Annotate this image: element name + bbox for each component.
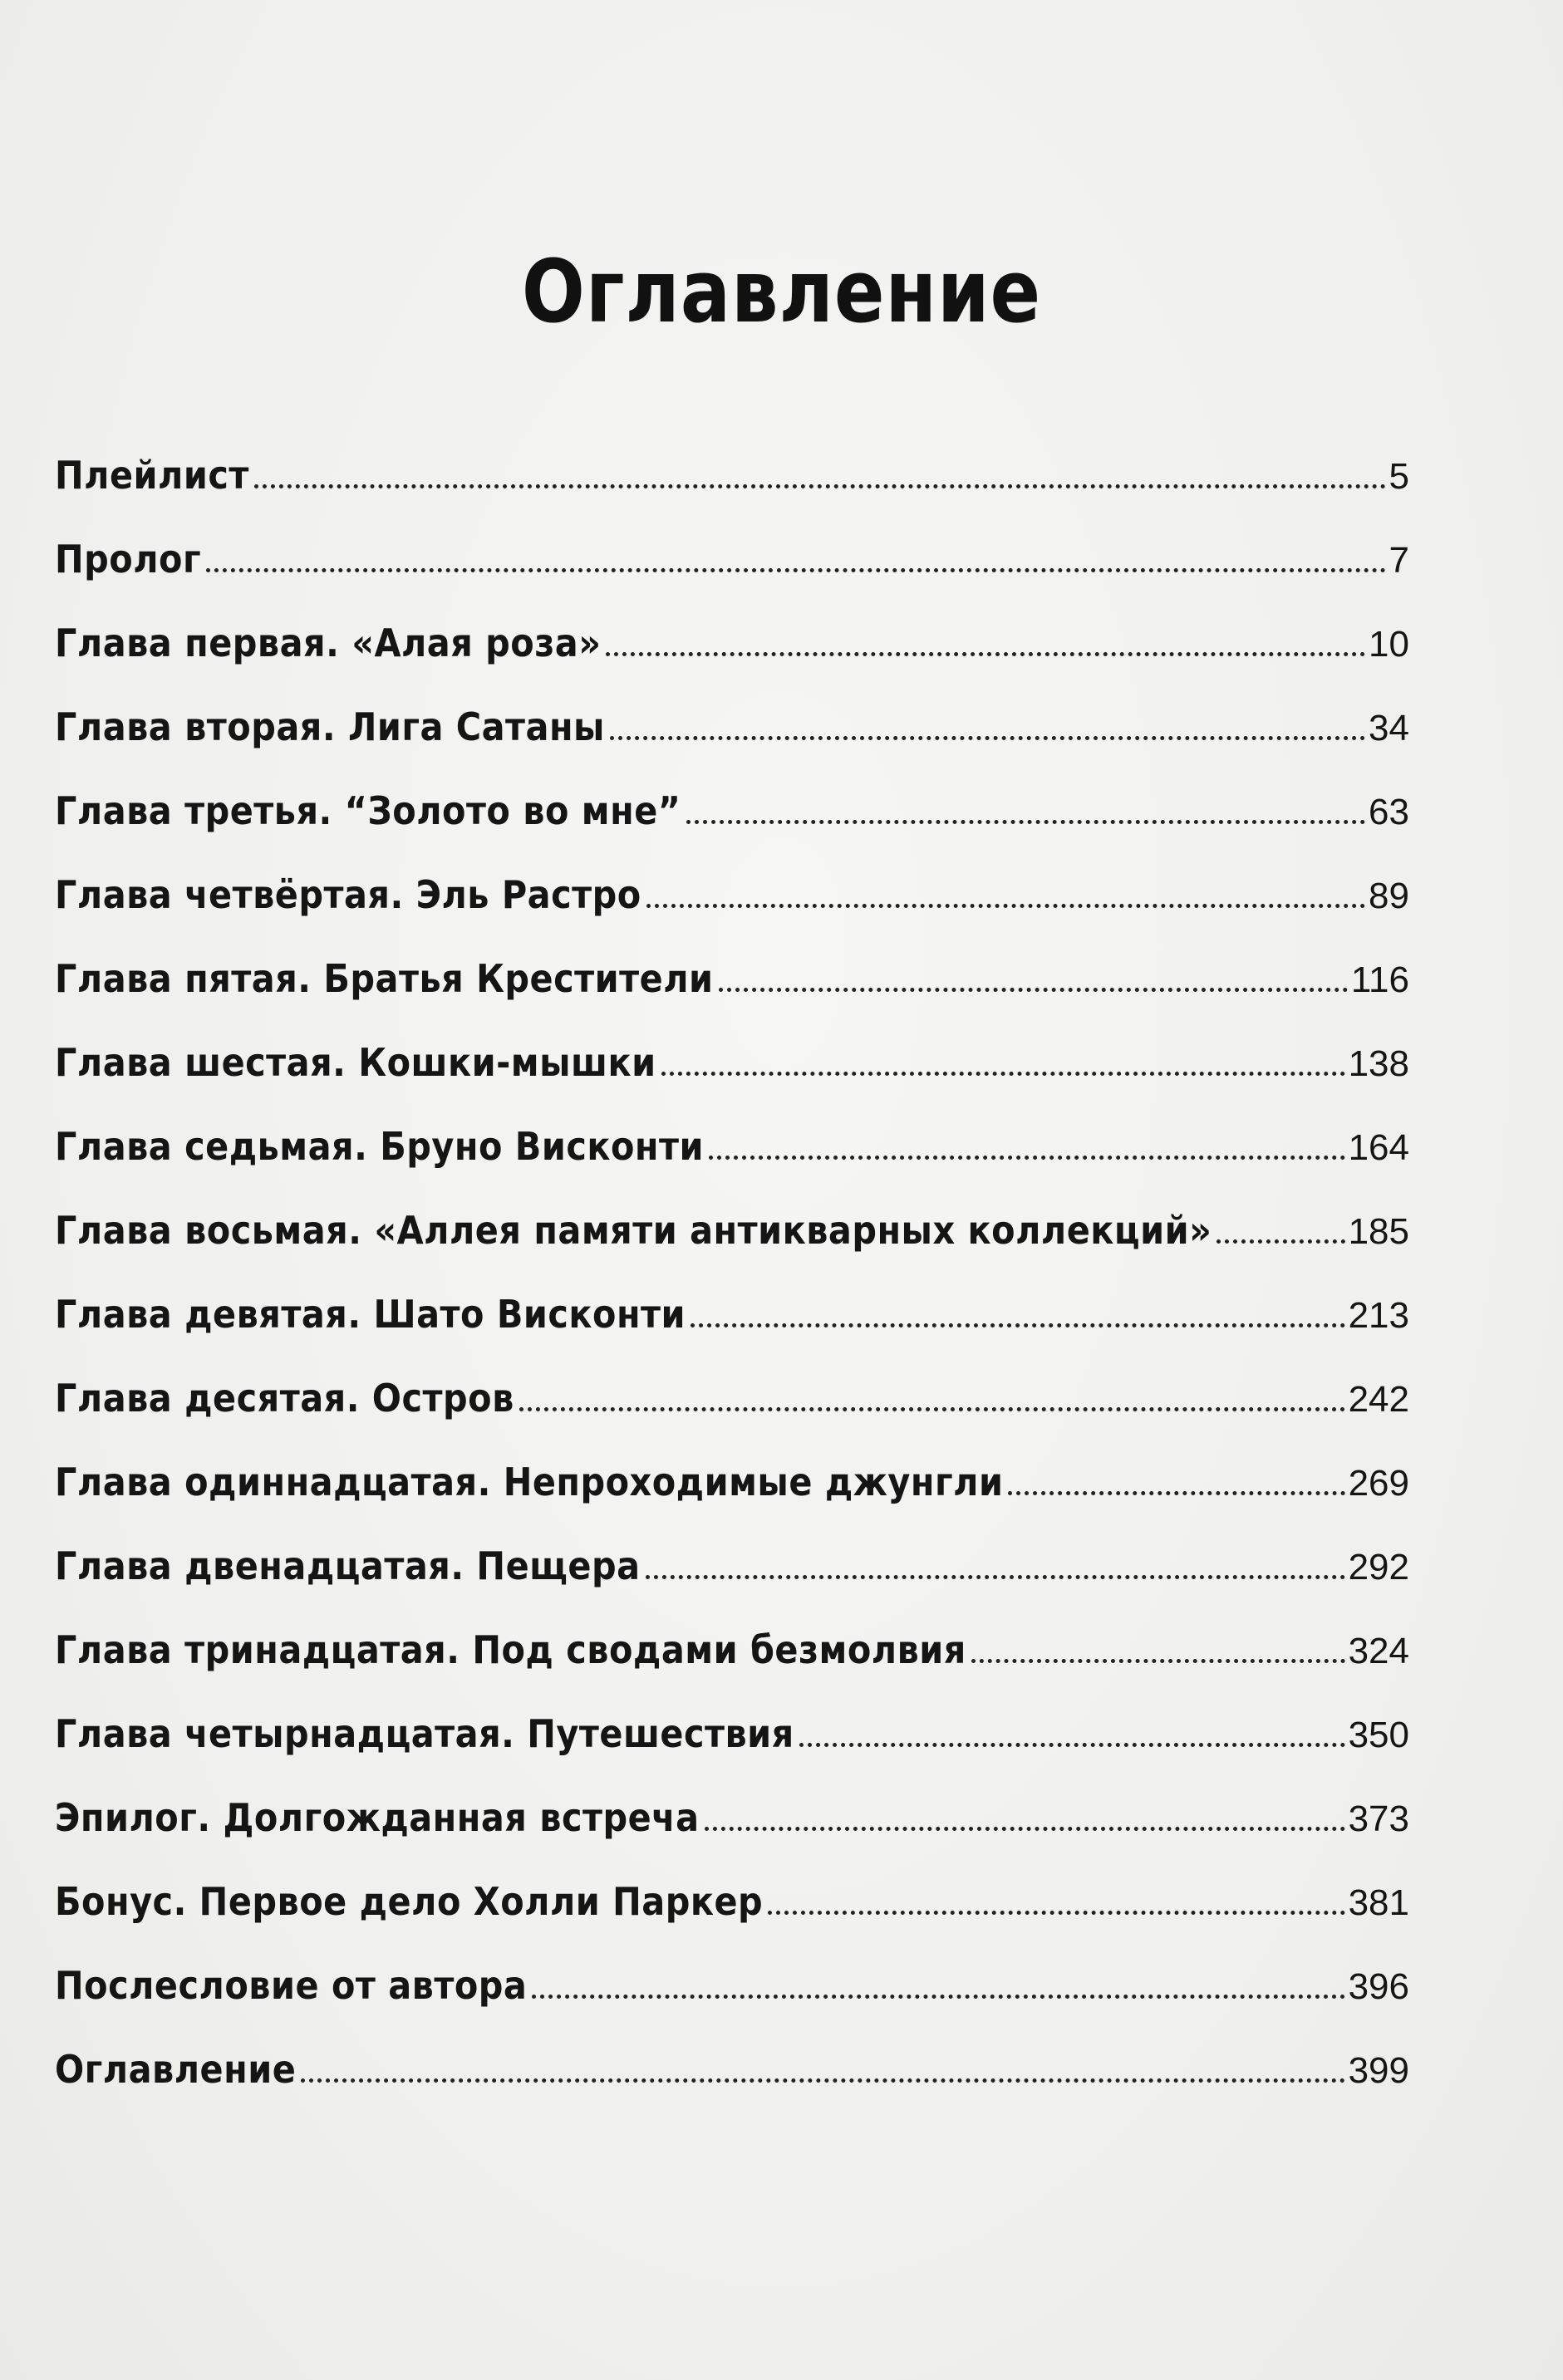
dot-leader: [301, 2078, 1344, 2083]
toc-entry: [55, 1460, 1409, 1543]
toc-entry: [55, 1040, 1409, 1124]
toc-entry-title: Глава десятая. Остров: [55, 1376, 514, 1421]
toc-entry-page: 185: [1348, 1211, 1409, 1252]
toc-entry-page: 34: [1369, 708, 1409, 748]
dot-leader: [709, 1156, 1345, 1160]
toc-entry: [55, 1879, 1409, 1963]
toc-entry-title: Глава пятая. Братья Крестители: [55, 956, 714, 1001]
toc-entry: [55, 1963, 1409, 2047]
table-of-contents: [55, 453, 1409, 2131]
dot-leader: [971, 1659, 1345, 1663]
toc-entry: [55, 2047, 1409, 2131]
dot-leader: [646, 1575, 1345, 1579]
toc-entry-title: Глава вторая. Лига Сатаны: [55, 704, 605, 749]
dot-leader: [719, 988, 1348, 992]
dot-leader: [1216, 1239, 1344, 1244]
toc-entry: [55, 704, 1409, 788]
toc-entry-page: 213: [1348, 1295, 1409, 1336]
toc-entry: [55, 1208, 1409, 1292]
toc-entry: [55, 1795, 1409, 1879]
toc-entry-title: Глава четвёртая. Эль Растро: [55, 872, 641, 917]
dot-leader: [519, 1407, 1345, 1411]
toc-entry: [55, 1292, 1409, 1376]
toc-entry-page: 5: [1389, 456, 1409, 497]
toc-entry-page: 381: [1348, 1882, 1409, 1923]
toc-entry-page: 63: [1369, 792, 1409, 832]
toc-entry-page: 7: [1389, 540, 1409, 581]
dot-leader: [532, 1995, 1344, 1999]
toc-entry: [55, 537, 1409, 621]
dot-leader: [1008, 1491, 1344, 1495]
toc-entry-page: 373: [1348, 1798, 1409, 1839]
toc-entry-page: 350: [1348, 1715, 1409, 1755]
dot-leader: [661, 1072, 1345, 1076]
toc-entry-title: Эпилог. Долгожданная встреча: [55, 1795, 700, 1840]
toc-entry-title: Глава седьмая. Бруно Висконти: [55, 1124, 704, 1169]
toc-entry: [55, 956, 1409, 1040]
dot-leader: [686, 820, 1366, 824]
dot-leader: [768, 1911, 1344, 1915]
toc-entry: [55, 1376, 1409, 1460]
page-title: Оглавление: [521, 241, 1042, 342]
toc-entry-page: 242: [1348, 1379, 1409, 1420]
toc-entry-title: Послесловие от автора: [55, 1963, 528, 2008]
toc-entry: [55, 1711, 1409, 1795]
dot-leader: [254, 484, 1386, 488]
toc-entry-title: Плейлист: [55, 453, 249, 498]
toc-entry-page: 89: [1369, 876, 1409, 916]
toc-entry: [55, 1543, 1409, 1627]
dot-leader: [610, 736, 1365, 740]
toc-entry-title: Пролог: [55, 537, 202, 582]
dot-leader: [206, 568, 1385, 572]
dot-leader: [646, 904, 1365, 908]
toc-entry: [55, 1627, 1409, 1711]
dot-leader: [691, 1323, 1345, 1327]
toc-entry-title: Глава восьмая. «Аллея памяти антикварных коллекций»: [55, 1208, 1212, 1253]
toc-entry-page: 324: [1348, 1631, 1409, 1671]
toc-entry-title: Глава девятая. Шато Висконти: [55, 1292, 686, 1337]
toc-entry: [55, 621, 1409, 704]
toc-entry-page: 292: [1348, 1547, 1409, 1587]
toc-entry-title: Глава третья. “Золото во мне”: [55, 788, 681, 833]
toc-entry: [55, 788, 1409, 872]
toc-entry-page: 164: [1348, 1127, 1409, 1168]
toc-entry-title: Глава тринадцатая. Под сводами безмолвия: [55, 1627, 966, 1672]
toc-entry: [55, 453, 1409, 537]
toc-entry: [55, 1124, 1409, 1208]
toc-entry-page: 138: [1348, 1043, 1409, 1084]
toc-entry-title: Глава двенадцатая. Пещера: [55, 1543, 641, 1588]
toc-entry-page: 116: [1350, 959, 1409, 1000]
toc-entry-page: 10: [1369, 624, 1409, 665]
toc-entry-title: Глава шестая. Кошки-мышки: [55, 1040, 656, 1085]
dot-leader: [705, 1827, 1345, 1831]
dot-leader: [799, 1743, 1345, 1747]
toc-entry-page: 269: [1348, 1463, 1409, 1504]
toc-entry-title: Глава одиннадцатая. Непроходимые джунгли: [55, 1460, 1004, 1504]
toc-entry-title: Оглавление: [55, 2047, 297, 2092]
toc-entry-title: Глава первая. «Алая роза»: [55, 621, 602, 665]
toc-entry-page: 399: [1348, 2050, 1409, 2091]
dot-leader: [606, 652, 1365, 656]
toc-entry-title: Бонус. Первое дело Холли Паркер: [55, 1879, 764, 1924]
toc-entry-title: Глава четырнадцатая. Путешествия: [55, 1711, 794, 1756]
toc-entry: [55, 872, 1409, 956]
toc-entry-page: 396: [1348, 1966, 1409, 2007]
